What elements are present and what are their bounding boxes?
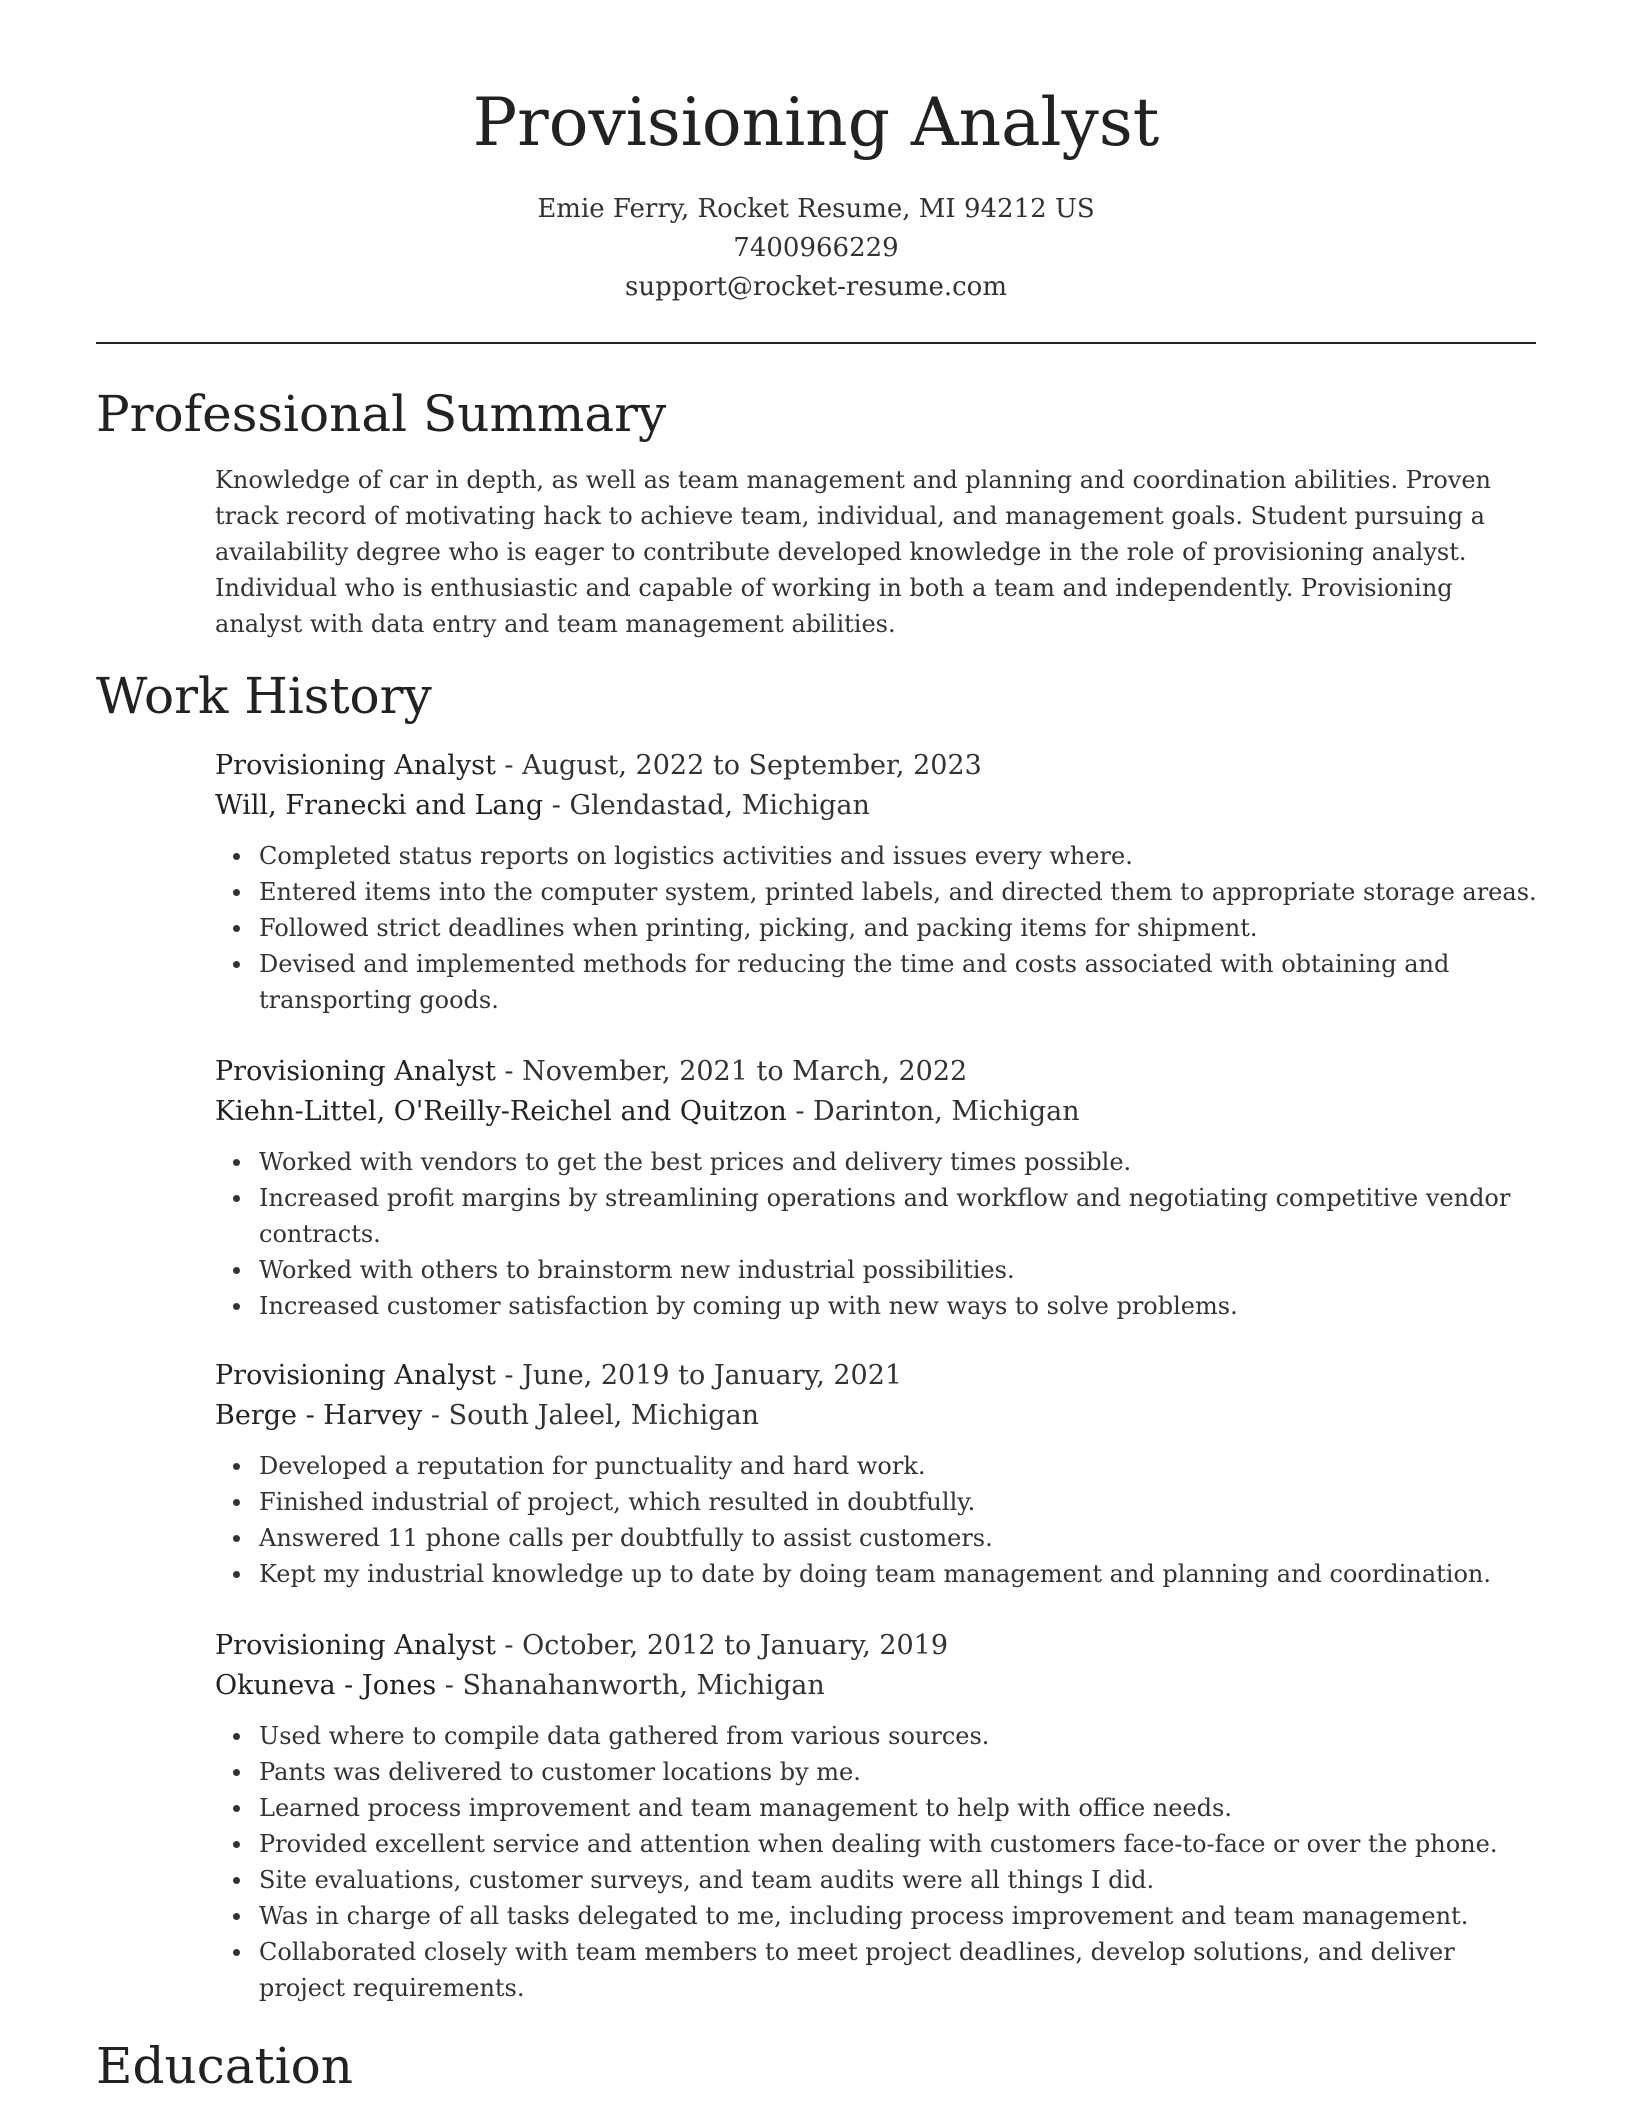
job-company: Okuneva - Jones <box>215 1670 437 1701</box>
job-title: Provisioning Analyst <box>215 1056 496 1087</box>
job-bullets <box>215 1448 1545 1592</box>
education-heading: Education <box>96 2037 353 2095</box>
contact-email: support@rocket-resume.com <box>624 272 1007 302</box>
job-role-line <box>215 746 1545 786</box>
contact-address: Emie Ferry, Rocket Resume, MI 94212 US <box>537 194 1095 224</box>
job-bullet: Increased profit margins by streamlining operations and workflow and negotiating competitive vendor contracts. <box>259 1180 1545 1252</box>
job-company: Berge - Harvey <box>215 1400 423 1431</box>
job-bullet: Worked with vendors to get the best prices and delivery times possible. <box>259 1144 1545 1180</box>
summary-heading: Professional Summary <box>96 385 667 443</box>
job-bullets <box>215 1144 1545 1324</box>
job-entry <box>215 1626 1545 2006</box>
job-bullets <box>215 1718 1545 2006</box>
job-location: - Shanahanworth, Michigan <box>436 1670 825 1701</box>
job-dates: - August, 2022 to September, 2023 <box>495 750 982 781</box>
job-bullet: Kept my industrial knowledge up to date by doing team management and planning and coordination. <box>259 1556 1545 1592</box>
job-bullet: Increased customer satisfaction by coming up with new ways to solve problems. <box>259 1288 1545 1324</box>
job-title: Provisioning Analyst <box>215 1360 496 1391</box>
job-employer-line <box>215 1092 1545 1132</box>
job-bullet: Pants was delivered to customer locations by me. <box>259 1754 1545 1790</box>
job-company: Kiehn-Littel, O'Reilly-Reichel and Quitzon <box>215 1096 787 1127</box>
job-title: Provisioning Analyst <box>215 1630 496 1661</box>
contact-info <box>0 190 1632 307</box>
job-location: - Glendastad, Michigan <box>543 790 870 821</box>
job-bullet: Was in charge of all tasks delegated to me, including process improvement and team management. <box>259 1898 1545 1934</box>
job-dates: - October, 2012 to January, 2019 <box>495 1630 949 1661</box>
job-company: Will, Franecki and Lang <box>215 790 544 821</box>
job-employer-line <box>215 1396 1545 1436</box>
job-bullet: Provided excellent service and attention when dealing with customers face-to-face or over the phone. <box>259 1826 1545 1862</box>
resume-title: Provisioning Analyst <box>472 84 1160 161</box>
job-bullet: Worked with others to brainstorm new industrial possibilities. <box>259 1252 1545 1288</box>
job-location: - South Jaleel, Michigan <box>422 1400 760 1431</box>
job-bullet: Learned process improvement and team management to help with office needs. <box>259 1790 1545 1826</box>
job-bullet: Answered 11 phone calls per doubtfully to assist customers. <box>259 1520 1545 1556</box>
job-bullets <box>215 838 1545 1018</box>
contact-phone: 7400966229 <box>733 233 899 263</box>
job-entry <box>215 1052 1545 1324</box>
job-bullet: Devised and implemented methods for reducing the time and costs associated with obtaining and transporting goods. <box>259 946 1545 1018</box>
work-history-heading: Work History <box>96 667 432 725</box>
job-dates: - November, 2021 to March, 2022 <box>495 1056 968 1087</box>
job-role-line <box>215 1052 1545 1092</box>
job-bullet: Used where to compile data gathered from various sources. <box>259 1718 1545 1754</box>
job-dates: - June, 2019 to January, 2021 <box>495 1360 903 1391</box>
summary-text: Knowledge of car in depth, as well as team management and planning and coordination abilities. Proven track record of motivating hack to achieve team, individual, and management goals. Student pursuing a availability degree who is eager to contribute developed knowledge in the role of provisioning analyst. Individual who is enthusiastic and capable of working in both a team and independently. Provisioning analyst with data entry and team management abilities. <box>215 466 1492 638</box>
job-entry <box>215 746 1545 1018</box>
header-divider <box>96 342 1536 344</box>
job-location: - Darinton, Michigan <box>786 1096 1080 1127</box>
job-bullet: Finished industrial of project, which resulted in doubtfully. <box>259 1484 1545 1520</box>
job-entry <box>215 1356 1545 1592</box>
job-role-line <box>215 1626 1545 1666</box>
job-bullet: Site evaluations, customer surveys, and team audits were all things I did. <box>259 1862 1545 1898</box>
job-title: Provisioning Analyst <box>215 750 496 781</box>
job-bullet: Completed status reports on logistics activities and issues every where. <box>259 838 1545 874</box>
job-employer-line <box>215 1666 1545 1706</box>
job-employer-line <box>215 786 1545 826</box>
job-bullet: Developed a reputation for punctuality and hard work. <box>259 1448 1545 1484</box>
job-bullet: Entered items into the computer system, printed labels, and directed them to appropriate storage areas. <box>259 874 1545 910</box>
job-bullet: Collaborated closely with team members to meet project deadlines, develop solutions, and deliver project requirements. <box>259 1934 1545 2006</box>
job-role-line <box>215 1356 1545 1396</box>
job-bullet: Followed strict deadlines when printing, picking, and packing items for shipment. <box>259 910 1545 946</box>
